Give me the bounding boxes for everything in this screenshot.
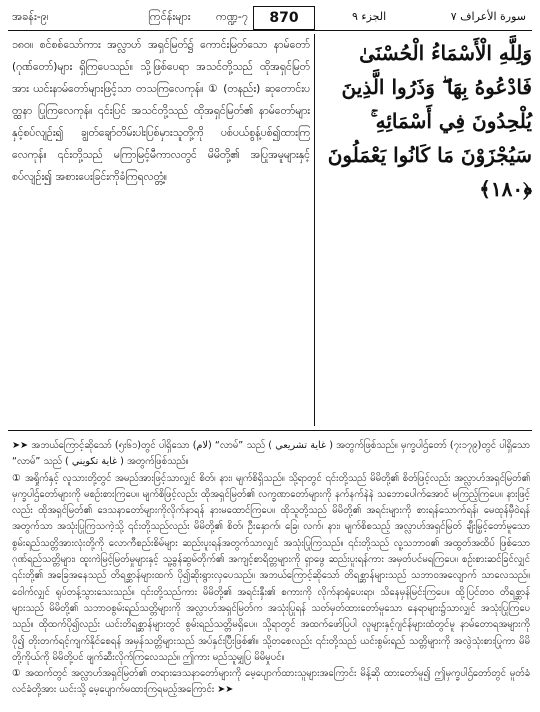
surah-label: سورة الأعراف ٧ (450, 10, 526, 23)
page-header (8, 6, 532, 31)
arabic-verse: وَلِلَّهِ الْأَسْمَاءُ الْحُسْنَىٰ فَادْعُوهُ بِهَا ۖ وَذَرُوا الَّذِينَ يُلْحِدُونَ فِي أَسْمَائِهِ ۚ سَيُجْزَوْنَ مَا كَانُوا يَعْمَلُونَ ﴿١٨٠﴾ (327, 41, 532, 201)
footnotes (12, 438, 530, 708)
arabic-column (320, 36, 532, 236)
section-label: ကြင်န်းများ (148, 10, 191, 23)
column-divider (314, 34, 315, 426)
verse-section (8, 34, 532, 394)
footnote-1: ① အရှိုက်နှင့် လူသားတို့တွင် အမည်အားဖြင့်သာလျှင် စိတ်၊ နား၊ မျက်စိရှိသည်။ သို့ရာတွင် ၎င်းတို့သည် မိမိတို့၏ စိတ်ဖြင့်လည်း အလ္လာဟ်အရှင်မြတ်၏ မှက္ခပါဌ်တော်များကို မစဉ်းစားကြပေ။ မျက်စိဖြင့်လည်း ထိုအရှင်မြတ်၏ လက္ခဏာတော်များကို နက်နက်နဲနဲ သဘောပေါက်အောင် မကြည့်ကြပေ။ နားဖြင့်လည်း ထိုအရှင်မြတ်၏ ဒေသနာတော်များကိုလိုက်နာရန် နားမထောင်ကြပေ။ ထိုသူတို့သည် မိမိတို့၏ အရင်းများကို စားရန်သောက်ရန်၊ မေထုန်မှီဝဲရန်အတွက်သာ အသုံးပြုကြသကဲ့သို့ ၎င်းတို့သည်လည်း မိမိတို့၏ စိတ်၊ ဦးနှောက်၊ ခြေ၊ လက်၊ နား၊ မျက်စိစသည့် အလ္လာဟ်အရှင်မြတ် ချီးမြှင့်တော်မူသော စွမ်းရည်သတ္တိအားလုံးတို့ကို လောကီစည်းစိမ်များ ဆည်းပူးရန်အတွက်သာလျှင် အသုံးပြုကြသည်။ ၎င်းတို့သည် လူ့သဘာဝ၏ အထွတ်အထိပ် ဖြစ်သော ဂုဏ်ရည်သတ္တိများ၊ ထူးကဲမြင့်မြတ်မှုများနှင့် သူ့ခွန်ဆွမ်တိုက်၏ အကျင့်စာရိတ္တများကို ရှာဖွေ ဆည်းပူးရန်ကား အမှတ်ပင်မရကြပေ။ စဉ်းစားဆင်ခြင်လျှင် ၎င်းတို့၏ အခြေအနေသည် တိရစ္ဆာန်များထက် ပို၍ဆိုးရွားလှပေသည်။ အဘယ်ကြောင့်ဆိုသော် တိရစ္ဆာန်များသည် သဘာဝအလျောက် သာလေသည်။ ဝေါက်လျှင် ရုပ်တန့်သွားသေးသည်။ ၎င်းတို့သည်ကား မိမိတို့၏ အရင်းနှီး၏ စကားကို လိုက်နာရုံပေးရာ၊ သိနေမှန်မြင်းကြပေ။ ထို့ပြင်တဝ တိရစ္ဆာန်များသည် မိမိတို့၏ သဘာဝစွမ်းရည်သတ္တိများကို အလ္လာဟ်အရှင်မြတ်က အသုံးပြုရန် သတ်မှတ်ထားတော်မူသော နေရာများ၌သာလျှင် အသုံးပြုကြပေသည်။ ထိုထက်ပို၍လည်း ယင်းတိရစ္ဆာန်များတွင် စွမ်းရည်သတ္တိမရှိပေ။ သို့ရာတွင် အထက်ဖော်ပြပါ လူများနှင့်ဂျင်န်များထံတွင်မူ နာမ်တောရအများကို ပို၍ တိုးတက်ရင့်ကျက်နိုင်စေရန် အမှန်သတ္တိများသည် အပ်နှင်းပြီးဖြစ်၏။ သို့တစေလည်း ၎င်းတို့သည် ယင်းစွမ်းရည် သတ္တိများကို အလွဲသုံးစားပြုကာ မိမိတို့ကိုယ်ကို မိမိတို့ပင် ဖျက်ဆီးလိုက်ကြလေသည်။ ဤကား မည်သူမျှပြ မိမိမှုပင်။ (12, 472, 530, 663)
juz-label: الجزء ٩ (352, 10, 387, 23)
footnote-continued: ➤➤ အဘယ်ကြောင့်ဆိုသော် (၅း၆၁)တွင် ပါရှိသော (لام) “လာမ်” သည် ( غاية تشريعي ) အတွက်ဖြစ်သည်။ မှက္ခပါဌ်တော် (၇း၁၇၉)တွင် ပါရှိသော “လာမ်” သည် ( غاية تكويني ) အတွက်ဖြစ်သည်။ (12, 440, 530, 468)
page-number: 870 (253, 6, 315, 30)
part-label: ကဏ္ဍ-၇ (216, 10, 249, 23)
verse-translation: ၁၈၀။ စင်စစ်သော်ကား အလ္လာဟ် အရှင်မြတ်၌ ကောင်းမြတ်သော နာမ်တော် (ဂုဏ်တော်)များ ရှိကြပေသည်။ သို့ဖြစ်ပေရာ အသင်တို့သည် ထိုအရှင်မြတ်အား ယင်းနာမ်တော်များဖြင့်သာ တသကြလေကုန်။ ① (တနည်း) ဆုတောင်းပတ္ထနာ ပြုကြလေကုန်။ ၎င်းပြင် အသင်တို့သည် ထိုအရှင်မြတ်၏ နာမ်တော်များနှင့်စပ်လျဉ်း၍ ချွတ်ချော်တိမ်းပါးပြစ်မှားသူတို့ကို ပစ်ပယ်စွန့်ပစ်၍ထားကြလေကုန်။ ၎င်းတို့သည် မကြာမြင့်မီကာလတွင် မိမိတို့၏ အပြုအမူများနှင့်စပ်လျဉ်း၍ အစားပေးခြင်းကိုခံကြရလတ္တံ့။ (12, 39, 310, 183)
footnote-2: ① အထက်တွင် အလ္လာဟ်အရှင်မြတ်၏ တရားဒေသနာတော်များကို မေ့ပျောက်ထားသူများအကြောင်း မိန့်ဆို ထားတော်မူ၍ ဤမှက္ခပါဌ်တော်တွင် မူတ်ခံလင်ခံတို့အား ယင်းသို့ မေ့ပျောက်မထားကြရမည့်အကြောင်း ➤➤ (12, 668, 530, 696)
translation-column (12, 34, 310, 424)
footnote-divider (8, 430, 532, 431)
chapter-label: အခန်း-၉၊ (12, 10, 49, 23)
